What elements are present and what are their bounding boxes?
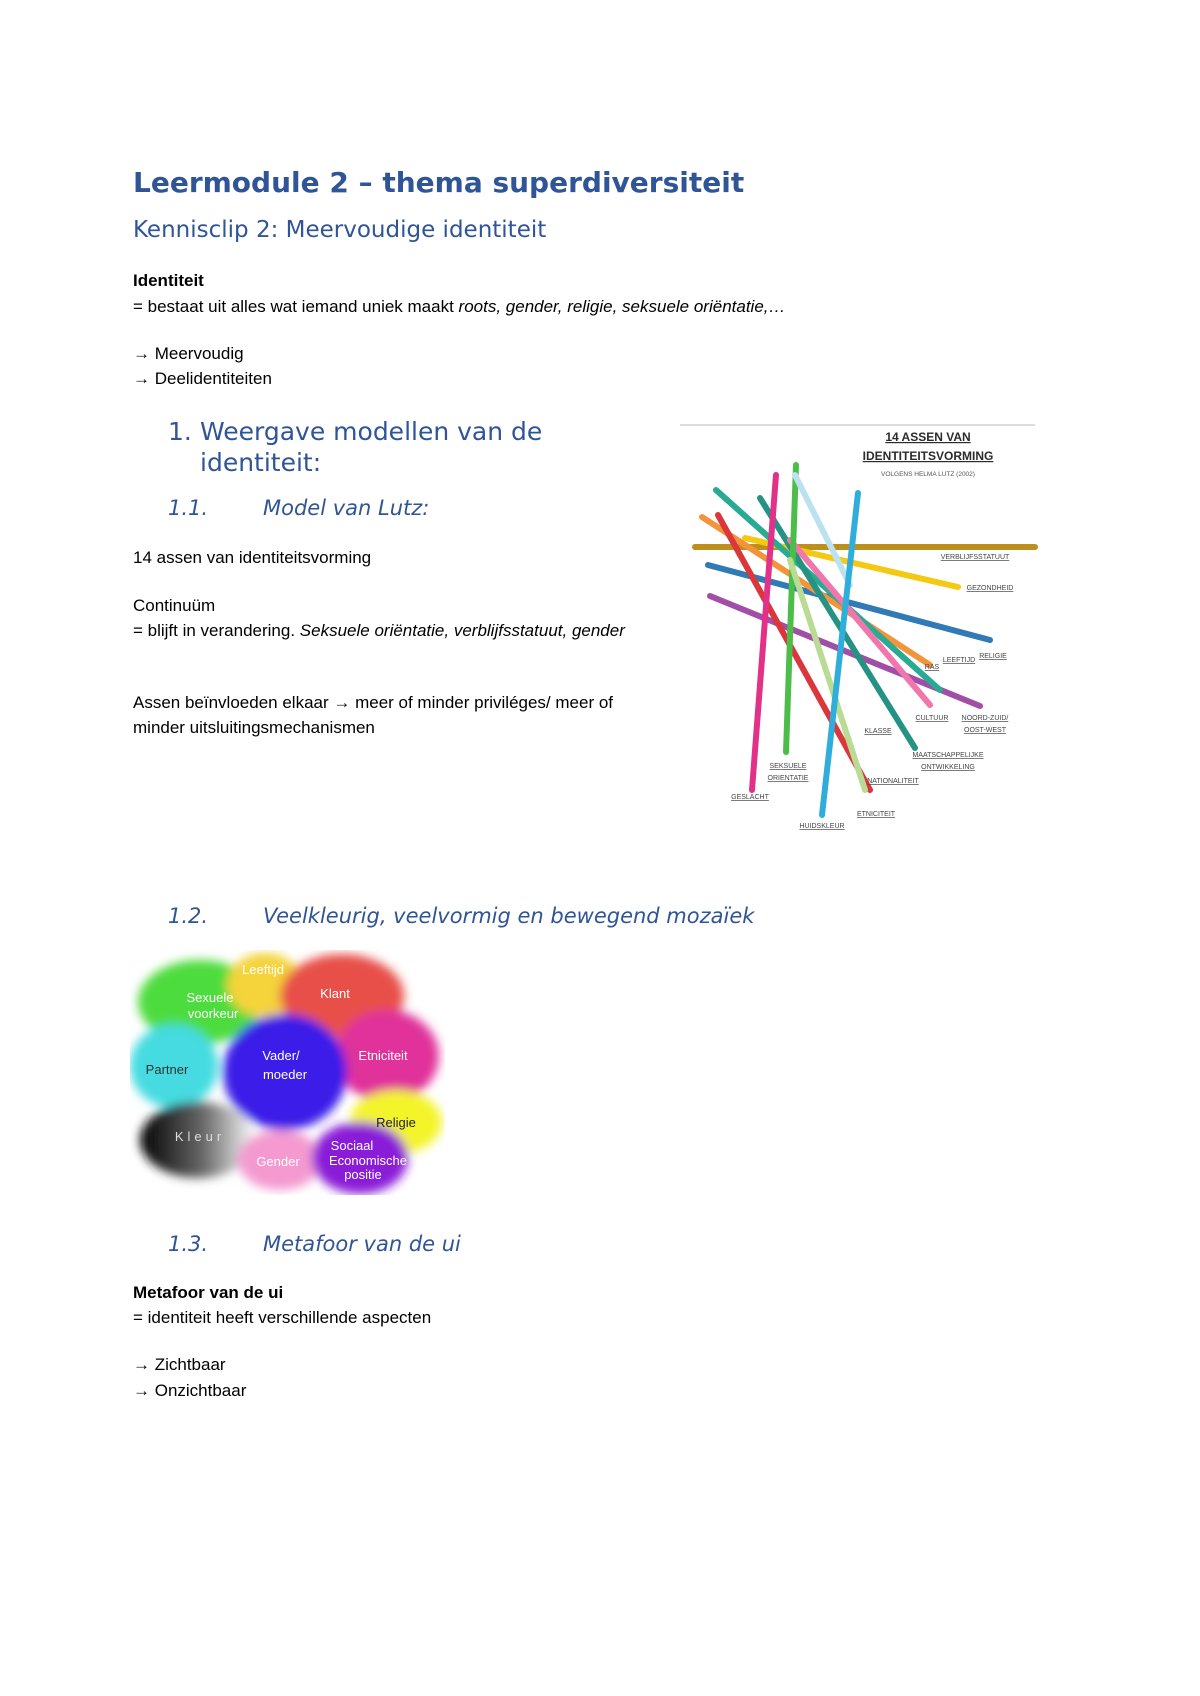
mosaic-label-gender: Gender <box>256 1154 300 1169</box>
mosaic-label-partner: Partner <box>145 1062 189 1077</box>
mosaic-label-leeftijd: Leeftijd <box>242 962 284 977</box>
assen-text: Assen beïnvloeden elkaar → meer of minder priviléges/ meer of minder uitsluitingsmechanismen <box>133 693 614 737</box>
mosaic-label-sexuele-2: voorkeur <box>187 1006 239 1021</box>
mosaic-label-religie: Religie <box>376 1115 416 1130</box>
identiteit-definition-examples: roots, gender, religie, seksuele oriëntatie,… <box>458 297 786 316</box>
axis-seksuele-orientatie <box>786 465 796 752</box>
lutz-label-ras: RAS <box>924 664 940 671</box>
lutz-label-cultuur: CULTUUR <box>915 715 949 722</box>
section-1-title: Weergave modellen van de identiteit: <box>200 417 543 477</box>
axis-cultuur <box>716 490 940 690</box>
section-1-2-title: Veelkleurig, veelvormig en bewegend mozaïek <box>263 904 755 928</box>
section-1-1-number: 1.1. <box>168 496 209 520</box>
mosaic-label-sexuele-1: Sexuele <box>186 990 234 1005</box>
lutz-label-seksuele-2: ORIENTATIE <box>767 775 809 782</box>
bullet-zichtbaar: → Zichtbaar <box>133 1355 226 1374</box>
mosaic-label-vader-1: Vader/ <box>262 1048 300 1063</box>
mosaic-label-sociaal-1: Sociaal <box>330 1138 374 1153</box>
lutz-label-geslacht: GESLACHT <box>731 794 769 801</box>
lutz-label-seksuele-1: SEKSUELE <box>769 763 807 770</box>
mosaic-label-klant: Klant <box>320 986 350 1001</box>
continuum-definition-examples: Seksuele oriëntatie, verblijfsstatuut, gender <box>299 621 625 640</box>
bullet-onzichtbaar: → Onzichtbaar <box>133 1381 247 1400</box>
lutz-label-verblijfsstatuut: VERBLIJFSSTATUUT <box>940 554 1010 561</box>
ui-heading: Metafoor van de ui <box>133 1283 284 1302</box>
identiteit-heading: Identiteit <box>133 271 204 290</box>
bullet-meervoudig: → Meervoudig <box>133 344 244 363</box>
lutz-label-huidskleur: HUIDSKLEUR <box>799 823 845 830</box>
continuum-definition-text: = blijft in verandering. <box>133 621 300 640</box>
lutz-title-line-2: IDENTITEITSVORMING <box>862 449 994 463</box>
section-1-3-title: Metafoor van de ui <box>263 1232 461 1256</box>
mosaic-label-vader-2: moeder <box>262 1067 308 1082</box>
lutz-label-religie: RELIGIE <box>979 653 1007 660</box>
page-title: Leermodule 2 – thema superdiversiteit <box>133 166 745 199</box>
lutz-label-klasse: KLASSE <box>864 728 892 735</box>
lutz-diagram <box>680 420 1040 835</box>
lutz-label-maatschappelijke-2: ONTWIKKELING <box>921 764 975 771</box>
mosaic-image <box>130 950 445 1195</box>
continuum-heading: Continuüm <box>133 596 216 615</box>
section-1-1-title: Model van Lutz: <box>263 496 430 520</box>
mosaic-label-sociaal-3: positie <box>344 1167 382 1182</box>
bullet-deelidentiteiten: → Deelidentiteiten <box>133 369 272 388</box>
lutz-label-leeftijd: LEEFTIJD <box>942 657 976 664</box>
lutz-label-gezondheid: GEZONDHEID <box>966 585 1014 592</box>
section-1-3-number: 1.3. <box>168 1232 209 1256</box>
page-subtitle: Kennisclip 2: Meervoudige identiteit <box>133 217 547 243</box>
lutz-label-etniciteit: ETNICITEIT <box>856 811 896 818</box>
lutz-intro: 14 assen van identiteitsvorming <box>133 548 372 567</box>
lutz-label-nationaliteit: NATIONALITEIT <box>867 778 919 785</box>
lutz-source: VOLGENS HELMA LUTZ (2002) <box>881 471 975 478</box>
identiteit-definition-text: = bestaat uit alles wat iemand uniek maakt <box>133 297 459 316</box>
continuum-definition <box>133 618 633 643</box>
lutz-label-noord-zuid-1: NOORD-ZUID/ <box>961 715 1009 722</box>
ui-definition: = identiteit heeft verschillende aspecten <box>133 1308 432 1327</box>
identiteit-definition <box>133 294 786 319</box>
mosaic-label-kleur: Kleur <box>174 1129 226 1144</box>
section-1-2-number: 1.2. <box>168 904 209 928</box>
section-1-number: 1. <box>168 417 192 446</box>
lutz-title-line-1: 14 ASSEN VAN <box>885 430 971 444</box>
lutz-label-maatschappelijke-1: MAATSCHAPPELIJKE <box>912 752 984 759</box>
mosaic-label-sociaal-2: Economische <box>328 1153 408 1168</box>
lutz-label-noord-zuid-2: OOST-WEST <box>964 727 1006 734</box>
mosaic-label-etniciteit: Etniciteit <box>358 1048 408 1063</box>
